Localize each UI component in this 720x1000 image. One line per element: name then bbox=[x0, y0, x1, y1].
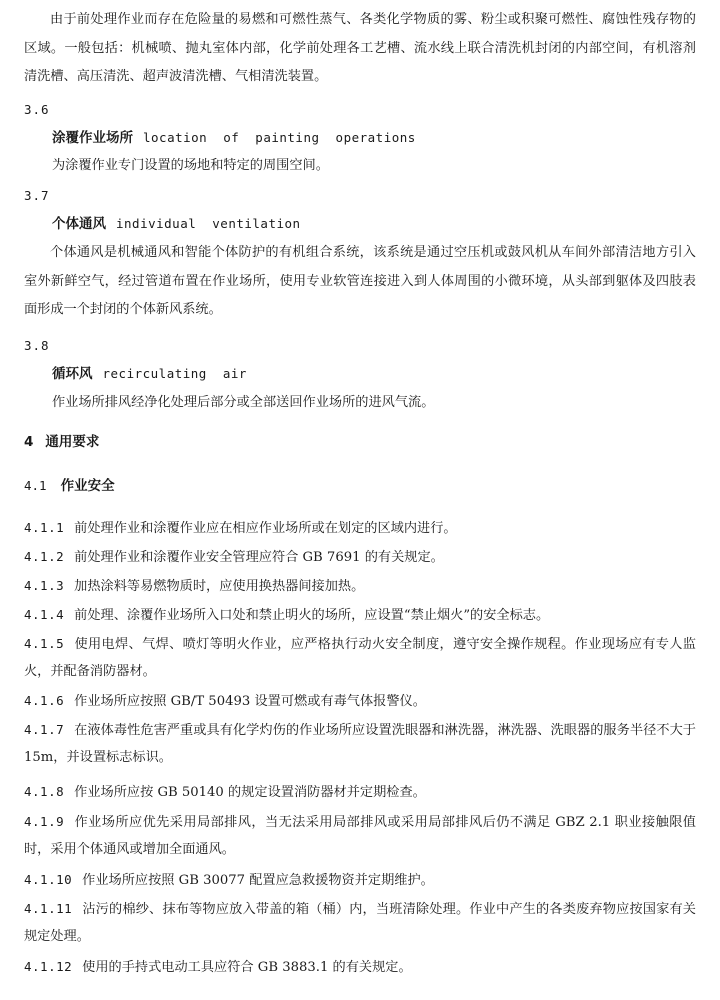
section-title: 作业安全 bbox=[60, 478, 115, 494]
clause-4-1-9 bbox=[24, 808, 696, 863]
clause-number: 4.1.3 bbox=[24, 578, 65, 593]
section-heading-4 bbox=[24, 432, 696, 452]
clause-text: 加热涂料等易燃物质时，应使用换热器间接加热。 bbox=[74, 579, 365, 594]
clause-text: 前处理作业和涂覆作业安全管理应符合 GB 7691 的有关规定。 bbox=[74, 550, 444, 565]
clause-number: 4.1.2 bbox=[24, 549, 65, 564]
clause-4-1-7 bbox=[24, 716, 696, 771]
clause-number: 4.1.4 bbox=[24, 607, 65, 622]
clause-number: 4.1.8 bbox=[24, 784, 65, 799]
clause-4-1-4 bbox=[24, 601, 696, 629]
clause-4-1-1 bbox=[24, 514, 696, 542]
clause-number: 4.1.9 bbox=[24, 814, 65, 829]
clause-4-1-6 bbox=[24, 687, 696, 715]
term-cn: 涂覆作业场所 bbox=[52, 130, 133, 146]
clause-text: 作业场所应按照 GB/T 50493 设置可燃或有毒气体报警仪。 bbox=[74, 694, 426, 709]
clause-text: 作业场所应按照 GB 30077 配置应急救援物资并定期维护。 bbox=[82, 873, 434, 888]
section-heading-4-1 bbox=[24, 476, 696, 497]
clause-number: 4.1.5 bbox=[24, 636, 65, 651]
clause-text: 在液体毒性危害严重或具有化学灼伤的作业场所应设置洗眼器和淋洗器，淋洗器、洗眼器的服务半径不大于 15m，并设置标志标识。 bbox=[24, 723, 696, 765]
definition-term-3-6 bbox=[52, 128, 720, 149]
definition-term-3-7 bbox=[52, 214, 720, 235]
definition-text-3-8: 作业场所排风经净化处理后部分或全部送回作业场所的进风气流。 bbox=[52, 395, 435, 410]
clause-text: 前处理作业和涂覆作业应在相应作业场所或在划定的区域内进行。 bbox=[74, 521, 457, 536]
section-number: 4 bbox=[24, 434, 34, 450]
clause-number: 4.1.1 bbox=[24, 520, 65, 535]
term-en: individual ventilation bbox=[116, 216, 301, 231]
clause-4-1-11 bbox=[24, 895, 696, 950]
clause-4-1-2 bbox=[24, 543, 696, 571]
definition-text-3-7: 个体通风是机械通风和智能个体防护的有机组合系统，该系统是通过空压机或鼓风机从车间外部清洁地方引入室外新鲜空气，经过管道布置在作业场所，使用专业软管连接进入到人体周围的小微环境，从头部到躯体及四肢表面形成一个封闭的个体新风系统。 bbox=[24, 245, 696, 318]
intro-paragraph: 由于前处理作业而存在危险量的易燃和可燃性蒸气、各类化学物质的雾、粉尘或积聚可燃性、腐蚀性残存物的区域。一般包括：机械喷、抛丸室体内部，化学前处理各工艺槽、流水线上联合清洗机封闭的内部空间，有机溶剂清洗槽、高压清洗、超声波清洗槽、气相清洗装置。 bbox=[24, 12, 696, 85]
clause-text: 作业场所应按 GB 50140 的规定设置消防器材并定期检查。 bbox=[74, 785, 426, 800]
clause-number: 4.1.6 bbox=[24, 693, 65, 708]
term-en: recirculating air bbox=[102, 366, 247, 381]
term-cn: 个体通风 bbox=[52, 216, 106, 232]
clause-number: 4.1.12 bbox=[24, 959, 73, 974]
definition-number-3-8: 3.8 bbox=[24, 338, 50, 353]
section-number: 4.1 bbox=[24, 478, 47, 493]
clause-text: 使用电焊、气焊、喷灯等明火作业，应严格执行动火安全制度，遵守安全操作规程。作业现场应有专人监火，并配备消防器材。 bbox=[24, 637, 696, 679]
clause-number: 4.1.11 bbox=[24, 901, 73, 916]
term-en: location of painting operations bbox=[143, 130, 416, 145]
clause-4-1-3 bbox=[24, 572, 696, 600]
clause-text: 前处理、涂覆作业场所入口处和禁止明火的场所，应设置“禁止烟火”的安全标志。 bbox=[74, 608, 550, 623]
clause-4-1-5 bbox=[24, 630, 696, 685]
clause-number: 4.1.7 bbox=[24, 722, 65, 737]
clause-text: 作业场所应优先采用局部排风，当无法采用局部排风或采用局部排风后仍不满足 GBZ 2.1 职业接触限值时，采用个体通风或增加全面通风。 bbox=[24, 815, 696, 857]
definition-number-3-7: 3.7 bbox=[24, 188, 50, 203]
clause-text: 使用的手持式电动工具应符合 GB 3883.1 的有关规定。 bbox=[82, 960, 412, 975]
definition-text-3-6: 为涂覆作业专门设置的场地和特定的周围空间。 bbox=[52, 158, 329, 173]
clause-4-1-10 bbox=[24, 866, 696, 894]
section-title: 通用要求 bbox=[45, 434, 100, 450]
clause-number: 4.1.10 bbox=[24, 872, 73, 887]
definition-term-3-8 bbox=[52, 364, 720, 385]
clause-text: 沾污的棉纱、抹布等物应放入带盖的箱（桶）内，当班清除处理。作业中产生的各类废弃物应按国家有关规定处理。 bbox=[24, 902, 696, 944]
definition-number-3-6: 3.6 bbox=[24, 102, 50, 117]
clause-4-1-8 bbox=[24, 778, 696, 806]
term-cn: 循环风 bbox=[52, 366, 93, 382]
clause-4-1-12 bbox=[24, 953, 696, 981]
